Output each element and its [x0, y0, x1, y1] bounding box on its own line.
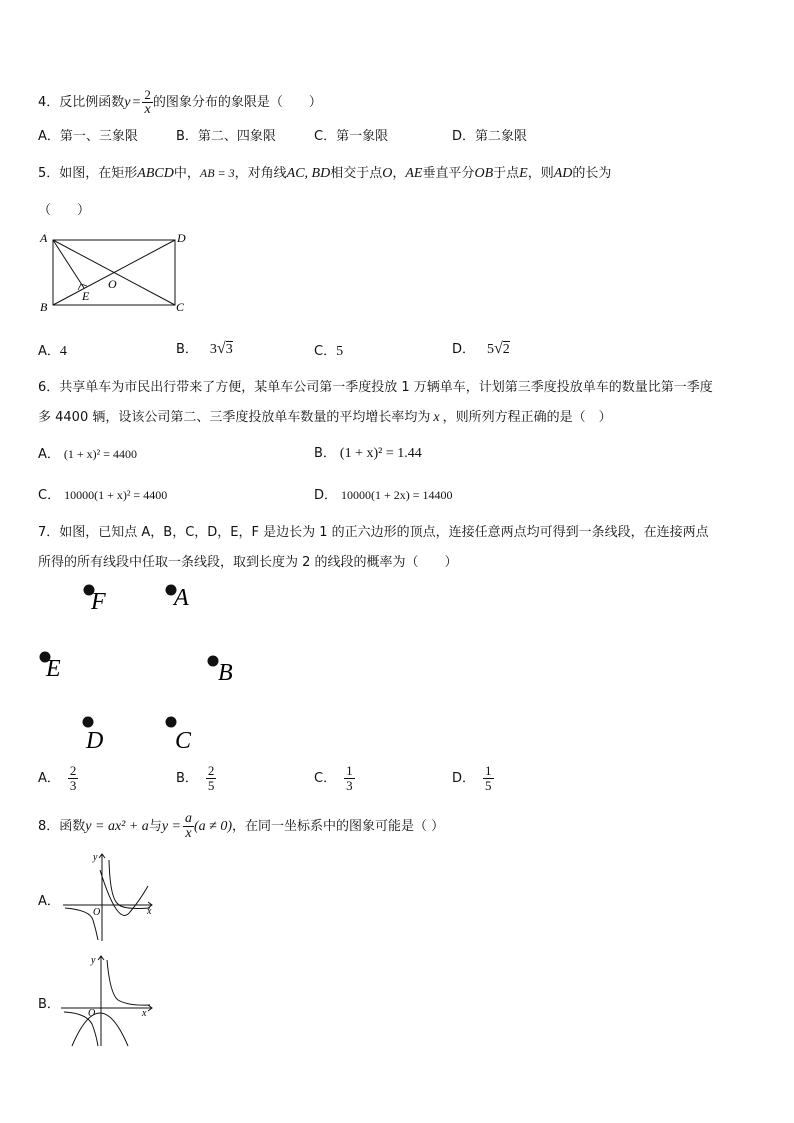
q8-tail: ，在同一坐标系中的图象可能是（ ） — [232, 819, 445, 834]
label-e: E — [82, 289, 90, 303]
option-label: D． — [314, 488, 338, 503]
q7-stem-line1: 7．如图，已知点 A，B，C，D，E，F 是边长为 1 的正六边形的顶点，连接任意两点均可得到一条线段，在连接两点 — [38, 525, 709, 540]
option-fraction — [344, 764, 355, 793]
q6-text: ，则所列方程正确的是（ ） — [442, 410, 612, 425]
option-label: D． — [452, 342, 476, 357]
option-label: B． — [176, 771, 198, 786]
q5-option-b[interactable] — [176, 338, 233, 358]
q6-x: x — [433, 410, 440, 425]
q5-o: O — [382, 166, 393, 181]
option-label: C． — [314, 344, 337, 359]
frac-num: 1 — [485, 763, 492, 778]
q5-stem-line2: （ ） — [38, 203, 91, 218]
label-a: A — [174, 585, 189, 611]
frac-den: 3 — [346, 778, 353, 793]
q5-option-a[interactable] — [38, 340, 67, 360]
option-label: D． — [452, 129, 476, 144]
q5-text: 垂直平分 — [422, 166, 475, 181]
q5-acbd: AC, BD — [286, 166, 331, 181]
q8-frac-den: x — [185, 826, 192, 841]
axis-x-label: x — [147, 906, 152, 917]
q5-rectangle-figure — [34, 228, 204, 320]
frac-den: 5 — [485, 778, 492, 793]
q4-option-d[interactable] — [452, 125, 527, 144]
q4-frac-den: x — [144, 102, 151, 117]
option-label: B． — [314, 446, 336, 461]
q7-option-b[interactable] — [176, 764, 216, 793]
q7-option-a[interactable] — [38, 764, 78, 793]
label-d: D — [177, 231, 186, 245]
q4-option-c[interactable] — [314, 125, 388, 144]
option-fraction — [68, 764, 79, 793]
label-f: F — [91, 589, 106, 615]
option-label: A． — [38, 771, 60, 786]
q5-text: 5．如图，在矩形 — [38, 166, 138, 181]
axis-y-label: y — [91, 955, 96, 966]
option-fraction — [483, 764, 494, 793]
point-c — [166, 717, 177, 728]
axis-x-label: x — [142, 1008, 147, 1019]
option-label: C． — [314, 129, 337, 144]
q5-stem-line1 — [38, 162, 611, 182]
option-label: C． — [38, 488, 61, 503]
q5-text: ，则 — [527, 166, 554, 181]
q6-text: 多 4400 辆，设该公司第二、三季度投放单车数量的平均增长率均为 — [38, 410, 431, 425]
q7-stem-line2: 所得的所有线段中任取一条线段，取到长度为 2 的线段的概率为（ ） — [38, 555, 458, 570]
q5-option-c[interactable] — [314, 340, 343, 360]
q4-option-a[interactable] — [38, 125, 138, 144]
origin-label: O — [88, 1008, 96, 1019]
q5-text: 于点 — [493, 166, 520, 181]
option-text: 第一、三象限 — [59, 129, 138, 144]
q8-function-1: y = ax² + a — [85, 819, 149, 834]
frac-num: 2 — [207, 763, 215, 778]
q5-ae: AE — [405, 166, 423, 181]
option-label: A． — [38, 344, 60, 359]
q6-stem-line1: 6．共享单车为市民出行带来了方便，某单车公司第一季度投放 1 万辆单车，计划第三季度投放单车的数量比第一季度 — [38, 380, 713, 395]
q7-option-d[interactable] — [452, 764, 494, 793]
q4-lead: 4．反比例函数 — [38, 95, 125, 110]
option-text: 5 — [336, 344, 344, 359]
q5-text: 相交于点 — [330, 166, 383, 181]
q6-stem-line2 — [38, 406, 612, 426]
label-c: C — [175, 728, 192, 754]
option-fraction — [206, 764, 217, 793]
q8-option-b-graph[interactable] — [58, 950, 158, 1050]
hyperbola-q1 — [109, 860, 150, 909]
q4-func-y: y — [124, 95, 131, 110]
q8-option-a-label[interactable]: A． — [38, 894, 60, 909]
q5-ad: AD — [553, 166, 573, 181]
q5-text: ， — [392, 166, 406, 181]
option-label: A． — [38, 447, 60, 462]
q6-option-d[interactable] — [314, 484, 453, 503]
radical-sign: √ — [494, 340, 503, 357]
hyperbola-q1 — [107, 960, 150, 1005]
segment-ae — [53, 240, 84, 288]
q4-option-b[interactable] — [176, 125, 276, 144]
q7-option-c[interactable] — [314, 764, 355, 793]
option-text: 第二、四象限 — [197, 129, 276, 144]
q6-option-b[interactable] — [314, 442, 422, 462]
q5-text: 中， — [173, 166, 200, 181]
q8-function-2-pre: y = — [161, 819, 181, 834]
label-b: B — [40, 300, 48, 314]
option-label: A． — [38, 129, 60, 144]
frac-den: 3 — [69, 778, 77, 793]
radical-coef: 5 — [487, 342, 495, 357]
q5-ab-eq: AB = 3 — [199, 166, 235, 180]
point-d — [83, 717, 94, 728]
option-label: D． — [452, 771, 476, 786]
label-d: D — [86, 728, 104, 754]
q8-stem — [38, 812, 444, 841]
q4-func-eq: = — [132, 95, 141, 110]
q8-mid: 与 — [148, 819, 162, 834]
option-text: 10000(1 + 2x) = 14400 — [341, 488, 453, 502]
q4-frac-num: 2 — [144, 87, 151, 102]
option-text: 第二象限 — [475, 129, 528, 144]
q8-option-b-label[interactable]: B． — [38, 997, 60, 1012]
q4-tail: 的图象分布的象限是（ ） — [152, 95, 322, 110]
option-text: 10000(1 + x)² = 4400 — [64, 488, 168, 502]
q6-option-a[interactable] — [38, 443, 137, 462]
radical-sign: √ — [216, 340, 226, 357]
q8-frac-num: a — [185, 811, 192, 826]
q8-fraction — [183, 812, 194, 841]
q5-ob: OB — [474, 166, 494, 181]
q4-fraction — [142, 88, 153, 117]
q7-hexagon-points-figure — [34, 578, 254, 758]
option-text: 4 — [59, 344, 67, 359]
radical-value: 3 — [225, 342, 233, 357]
label-o: O — [108, 277, 117, 291]
label-c: C — [176, 300, 185, 314]
frac-num: 2 — [69, 763, 77, 778]
q6-option-c[interactable] — [38, 484, 167, 503]
radical-coef: 3 — [209, 342, 217, 357]
option-text: (1 + x)² = 1.44 — [339, 446, 422, 461]
q8-condition: (a ≠ 0) — [194, 819, 233, 834]
frac-den: 5 — [207, 778, 215, 793]
label-b: B — [218, 660, 233, 686]
radical-value: 2 — [502, 342, 510, 357]
q5-text: ，对角线 — [234, 166, 287, 181]
option-text: 第一象限 — [336, 129, 389, 144]
parabola — [72, 1013, 128, 1046]
q5-option-d[interactable] — [452, 338, 510, 358]
point-b — [208, 656, 219, 667]
q5-e: E — [519, 166, 528, 181]
q5-abcd: ABCD — [137, 166, 174, 181]
q5-text: 的长为 — [572, 166, 612, 181]
option-label: B． — [176, 342, 198, 357]
frac-num: 1 — [346, 763, 353, 778]
axis-y-label: y — [93, 852, 98, 863]
option-text: (1 + x)² = 4400 — [63, 447, 138, 461]
label-e: E — [46, 656, 61, 682]
origin-label: O — [93, 907, 101, 918]
q8-option-a-graph[interactable] — [60, 848, 160, 944]
q8-lead: 8．函数 — [38, 819, 86, 834]
q4-stem — [38, 88, 322, 117]
label-a: A — [40, 231, 48, 245]
option-label: C． — [314, 771, 337, 786]
option-label: B． — [176, 129, 198, 144]
